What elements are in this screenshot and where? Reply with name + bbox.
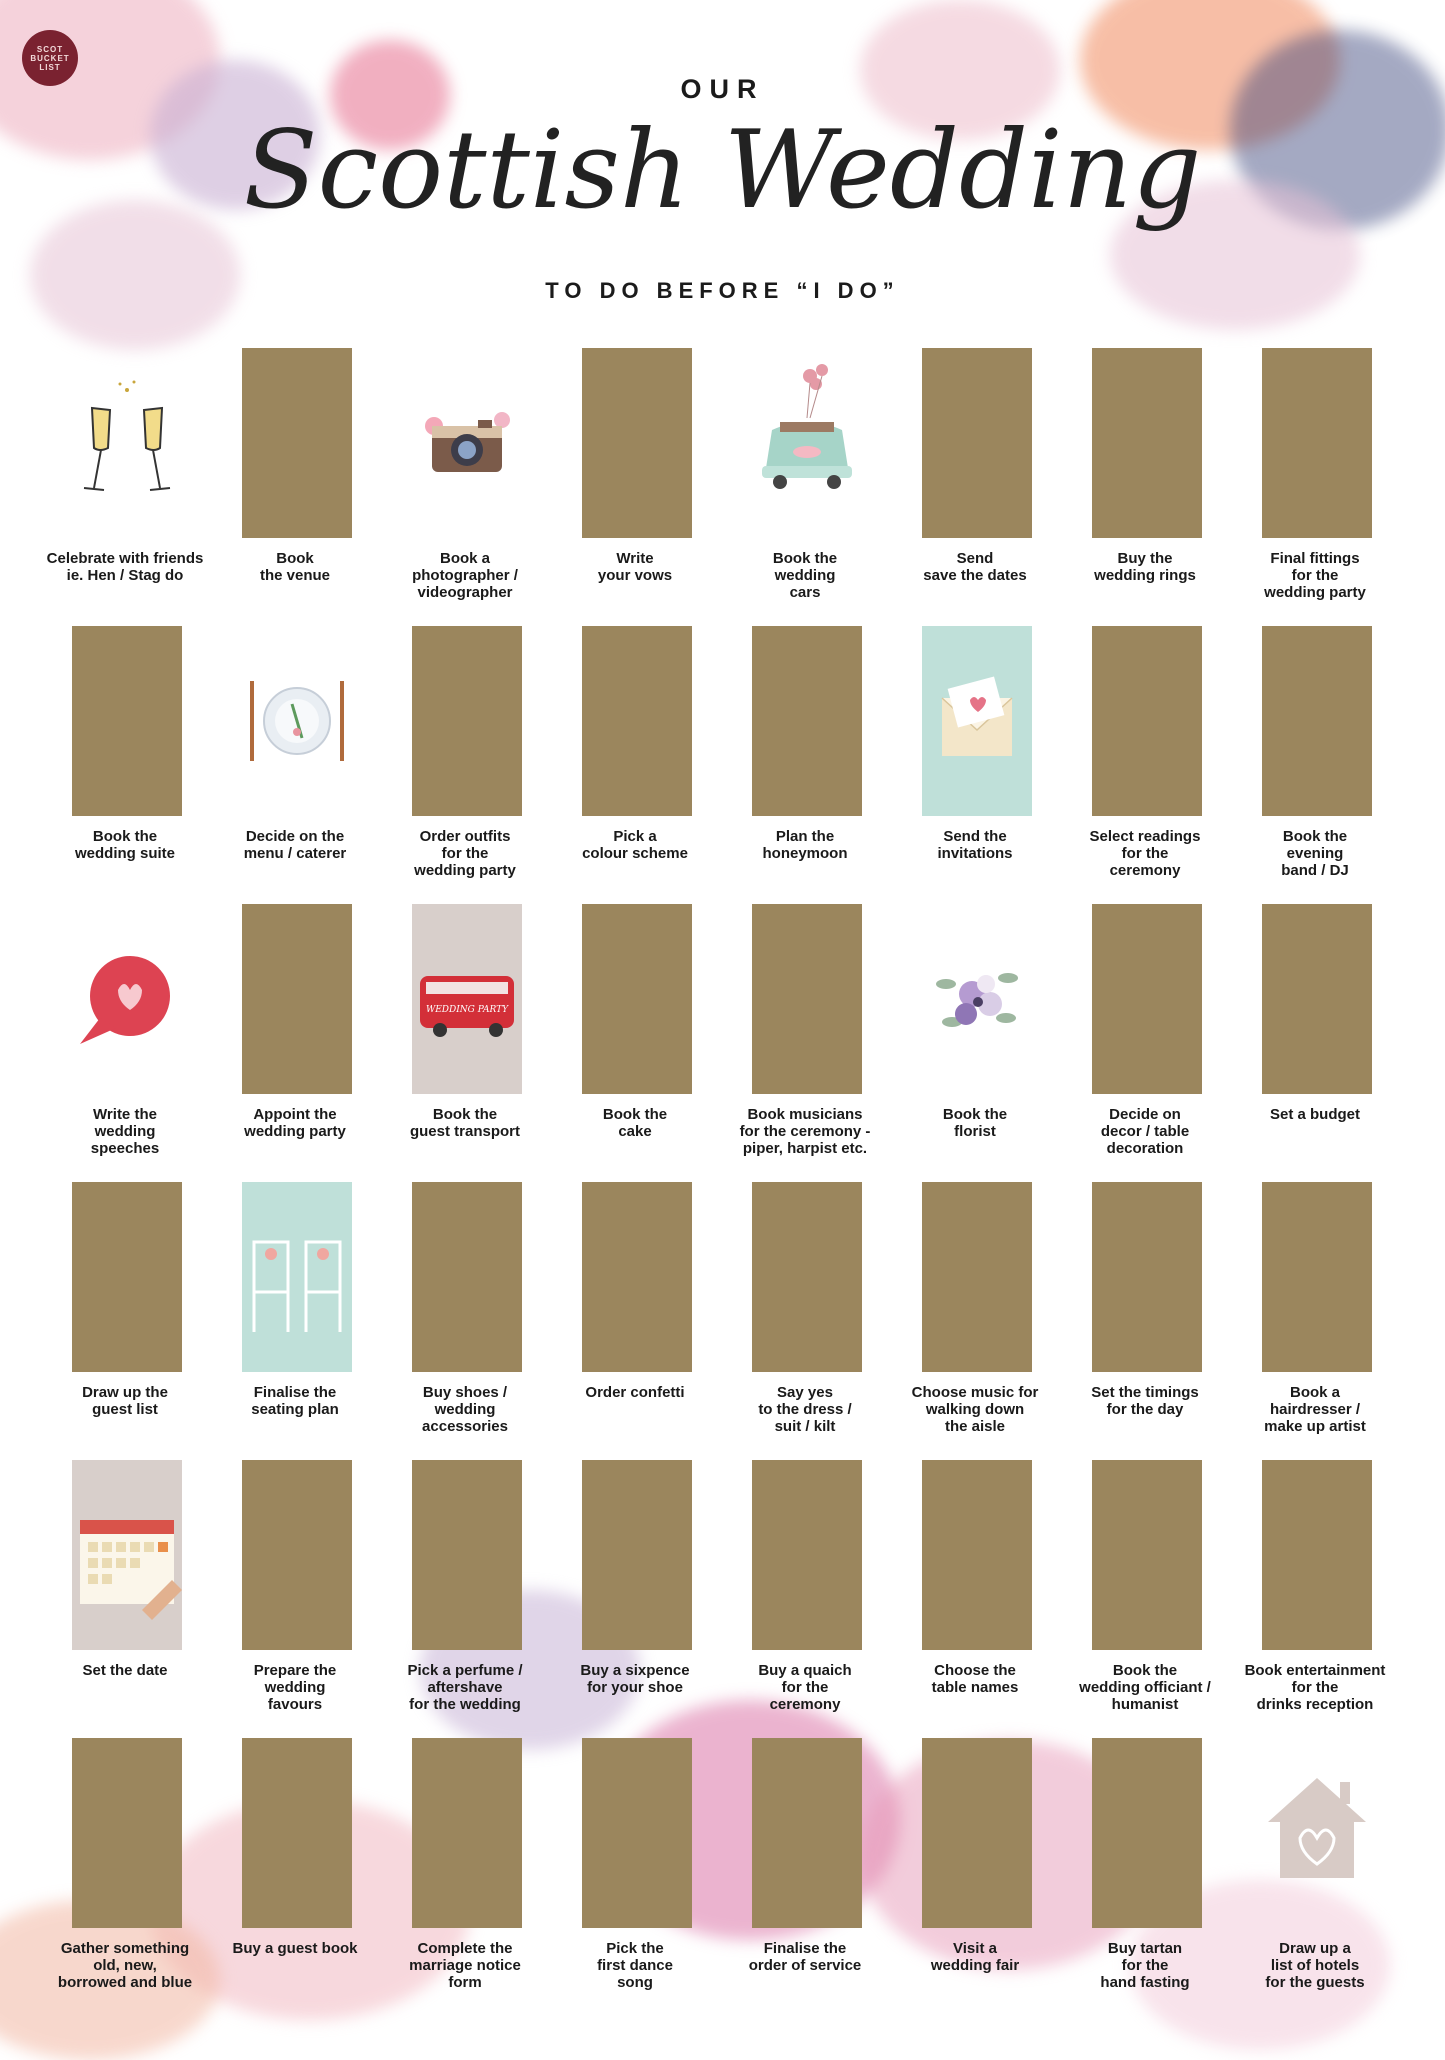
scratch-off-panel[interactable] — [242, 1460, 352, 1650]
checklist-item-set-the-timings-for-the-day — [1050, 1182, 1220, 1460]
checklist-item-book-the-guest-transport — [370, 904, 540, 1182]
speech-heart-icon — [72, 904, 182, 1094]
scratch-off-panel[interactable] — [582, 904, 692, 1094]
scratch-off-panel[interactable] — [582, 348, 692, 538]
scratch-off-panel[interactable] — [1262, 1460, 1372, 1650]
scratch-off-panel[interactable] — [242, 904, 352, 1094]
checklist-item-draw-up-a-list-of-hotels-for-the-guests — [1220, 1738, 1390, 2016]
checklist-item-complete-the-marriage-notice-form — [370, 1738, 540, 2016]
scratch-off-panel[interactable] — [72, 1738, 182, 1928]
item-label: Plan the honeymoon — [762, 828, 848, 862]
calendar-icon — [72, 1460, 182, 1650]
item-label: Set the date — [82, 1662, 168, 1679]
item-label: Buy a quaich for the ceremony — [758, 1662, 852, 1713]
item-label: Set a budget — [1269, 1106, 1360, 1123]
scratch-off-panel[interactable] — [922, 348, 1032, 538]
checklist-item-buy-a-sixpence-for-your-shoe — [540, 1460, 710, 1738]
checklist-grid — [30, 348, 1415, 2016]
scratch-off-panel[interactable] — [582, 1738, 692, 1928]
checklist-item-decide-on-the-menu-caterer — [200, 626, 370, 904]
item-label: Select readings for the ceremony — [1089, 828, 1201, 879]
item-label: Prepare the wedding favours — [253, 1662, 337, 1713]
checklist-item-book-the-venue — [200, 348, 370, 626]
checklist-item-book-a-hairdresser-make-up-artist — [1220, 1182, 1390, 1460]
scratch-off-panel[interactable] — [582, 1182, 692, 1372]
envelope-heart-icon — [922, 626, 1032, 816]
scratch-off-panel[interactable] — [1092, 1738, 1202, 1928]
scratch-off-panel[interactable] — [412, 1460, 522, 1650]
item-label: Choose music for walking down the aisle — [911, 1384, 1039, 1435]
checklist-item-say-yes-to-the-dress-suit-kilt — [710, 1182, 880, 1460]
item-label: Book a photographer / videographer — [412, 550, 518, 601]
checklist-item-order-confetti — [540, 1182, 710, 1460]
scratch-off-panel[interactable] — [752, 1182, 862, 1372]
page-title: Scottish Wedding — [243, 108, 1202, 233]
checklist-item-book-the-cake — [540, 904, 710, 1182]
item-label: Order outfits for the wedding party — [414, 828, 516, 879]
scratch-off-panel[interactable] — [752, 904, 862, 1094]
item-label: Book the wedding cars — [772, 550, 838, 601]
item-label: Finalise the order of service — [748, 1940, 862, 1974]
checklist-item-book-the-wedding-cars — [710, 348, 880, 626]
checklist-item-buy-a-guest-book — [200, 1738, 370, 2016]
scratch-off-panel[interactable] — [1092, 626, 1202, 816]
item-label: Book musicians for the ceremony - piper, harpist etc. — [739, 1106, 871, 1157]
item-label: Pick a colour scheme — [582, 828, 688, 862]
checklist-item-set-a-budget — [1220, 904, 1390, 1182]
scratch-off-panel[interactable] — [1262, 1182, 1372, 1372]
item-label: Book the evening band / DJ — [1281, 828, 1349, 879]
item-label: Say yes to the dress / suit / kilt — [758, 1384, 852, 1435]
checklist-item-appoint-the-wedding-party — [200, 904, 370, 1182]
checklist-item-book-musicians-for-the-ceremony-piper-harpist-etc — [710, 904, 880, 1182]
scratch-off-panel[interactable] — [582, 626, 692, 816]
scratch-off-panel[interactable] — [922, 1738, 1032, 1928]
checklist-item-prepare-the-wedding-favours — [200, 1460, 370, 1738]
checklist-item-set-the-date — [30, 1460, 200, 1738]
checklist-item-choose-music-for-walking-down-the-aisle — [880, 1182, 1050, 1460]
scratch-off-panel[interactable] — [1092, 904, 1202, 1094]
item-label: Gather something old, new, borrowed and blue — [57, 1940, 193, 1991]
checklist-item-final-fittings-for-the-wedding-party — [1220, 348, 1390, 626]
item-label: Book entertainment for the drinks reception — [1244, 1662, 1386, 1713]
checklist-item-write-the-wedding-speeches — [30, 904, 200, 1182]
checklist-item-buy-tartan-for-the-hand-fasting — [1050, 1738, 1220, 2016]
scratch-off-panel[interactable] — [752, 1738, 862, 1928]
item-label: Appoint the wedding party — [244, 1106, 346, 1140]
checklist-item-send-the-invitations — [880, 626, 1050, 904]
item-label: Send save the dates — [923, 550, 1027, 584]
scratch-off-panel[interactable] — [922, 1460, 1032, 1650]
item-label: Buy a sixpence for your shoe — [580, 1662, 690, 1696]
checklist-item-book-the-wedding-officiant-humanist — [1050, 1460, 1220, 1738]
checklist-item-draw-up-the-guest-list — [30, 1182, 200, 1460]
plate-cutlery-icon — [242, 626, 352, 816]
checklist-item-book-the-wedding-suite — [30, 626, 200, 904]
scratch-off-panel[interactable] — [1092, 1182, 1202, 1372]
item-label: Final fittings for the wedding party — [1264, 550, 1366, 601]
scot-bucket-list-logo: SCOT BUCKET LIST — [22, 30, 78, 86]
scratch-off-panel[interactable] — [752, 626, 862, 816]
checklist-item-select-readings-for-the-ceremony — [1050, 626, 1220, 904]
item-label: Pick the first dance song — [597, 1940, 673, 1991]
checklist-item-book-the-florist — [880, 904, 1050, 1182]
item-label: Book the guest transport — [409, 1106, 520, 1140]
item-label: Draw up a list of hotels for the guests — [1265, 1940, 1365, 1991]
item-label: Write the wedding speeches — [90, 1106, 160, 1157]
checklist-item-decide-on-decor-table-decoration — [1050, 904, 1220, 1182]
item-label: Book the cake — [602, 1106, 668, 1140]
scratch-off-panel[interactable] — [752, 1460, 862, 1650]
scratch-off-panel[interactable] — [72, 626, 182, 816]
pre-title: OUR — [680, 74, 765, 104]
bus-sign-text: WEDDING PARTY — [425, 1005, 509, 1015]
item-label: Buy shoes / wedding accessories — [422, 1384, 508, 1435]
scratch-off-panel[interactable] — [1262, 626, 1372, 816]
item-label: Pick a perfume / aftershave for the wedding — [407, 1662, 523, 1713]
scratch-off-panel[interactable] — [1092, 348, 1202, 538]
checklist-item-order-outfits-for-the-wedding-party — [370, 626, 540, 904]
checklist-item-book-a-photographer-videographer — [370, 348, 540, 626]
item-label: Book the wedding suite — [74, 828, 175, 862]
checklist-item-pick-a-colour-scheme — [540, 626, 710, 904]
chairs-icon — [242, 1182, 352, 1372]
scratch-off-panel[interactable] — [922, 1182, 1032, 1372]
house-heart-icon — [1262, 1738, 1372, 1928]
checklist-item-buy-a-quaich-for-the-ceremony — [710, 1460, 880, 1738]
scratch-off-panel[interactable] — [1262, 348, 1372, 538]
checklist-item-buy-the-wedding-rings — [1050, 348, 1220, 626]
checklist-item-finalise-the-seating-plan — [200, 1182, 370, 1460]
scratch-off-panel[interactable] — [412, 1738, 522, 1928]
item-label: Choose the table names — [931, 1662, 1019, 1696]
checklist-item-buy-shoes-wedding-accessories — [370, 1182, 540, 1460]
item-label: Book the venue — [259, 550, 331, 584]
checklist-item-plan-the-honeymoon — [710, 626, 880, 904]
item-label: Order confetti — [585, 1384, 685, 1401]
wedding-car-icon — [752, 348, 862, 538]
checklist-item-choose-the-table-names — [880, 1460, 1050, 1738]
item-label: Celebrate with friends ie. Hen / Stag do — [46, 550, 204, 584]
checklist-item-celebrate-with-friends-ie-hen-stag-do — [30, 348, 204, 626]
checklist-item-write-your-vows — [540, 348, 710, 626]
checklist-item-book-the-evening-band-dj — [1220, 626, 1390, 904]
item-label: Draw up the guest list — [82, 1384, 168, 1418]
scratch-off-panel[interactable] — [1262, 904, 1372, 1094]
camera-icon — [412, 348, 522, 538]
checklist-item-finalise-the-order-of-service — [710, 1738, 880, 2016]
champagne-glasses-icon — [72, 348, 182, 538]
subtitle: TO DO BEFORE “I DO” — [545, 278, 900, 303]
flower-bouquet-icon — [922, 904, 1032, 1094]
item-label: Buy a guest book — [232, 1940, 358, 1957]
scratch-off-panel[interactable] — [412, 1182, 522, 1372]
item-label: Write your vows — [597, 550, 673, 584]
checklist-item-send-save-the-dates — [880, 348, 1050, 626]
scratch-off-panel[interactable] — [582, 1460, 692, 1650]
checklist-item-pick-a-perfume-aftershave-for-the-wedding — [370, 1460, 540, 1738]
item-label: Set the timings for the day — [1091, 1384, 1199, 1418]
checklist-item-book-entertainment-for-the-drinks-reception — [1220, 1460, 1390, 1738]
checklist-item-visit-a-wedding-fair — [880, 1738, 1050, 2016]
scratch-off-panel[interactable] — [412, 626, 522, 816]
checklist-item-pick-the-first-dance-song — [540, 1738, 710, 2016]
item-label: Buy the wedding rings — [1094, 550, 1196, 584]
item-label: Book the wedding officiant / humanist — [1079, 1662, 1211, 1713]
item-label: Complete the marriage notice form — [409, 1940, 521, 1991]
scratch-off-panel[interactable] — [1092, 1460, 1202, 1650]
item-label: Buy tartan for the hand fasting — [1100, 1940, 1190, 1991]
scratch-off-panel[interactable] — [72, 1182, 182, 1372]
item-label: Decide on the menu / caterer — [243, 828, 347, 862]
item-label: Book the florist — [942, 1106, 1008, 1140]
item-label: Send the invitations — [937, 828, 1013, 862]
scratch-off-panel[interactable] — [242, 1738, 352, 1928]
scratch-off-panel[interactable] — [242, 348, 352, 538]
item-label: Decide on decor / table decoration — [1100, 1106, 1190, 1157]
wedding-bus-icon — [412, 904, 522, 1094]
item-label: Finalise the seating plan — [251, 1384, 339, 1418]
item-label: Visit a wedding fair — [930, 1940, 1020, 1974]
item-label: Book a hairdresser / make up artist — [1264, 1384, 1366, 1435]
checklist-item-gather-something-old-new-borrowed-and-blue — [30, 1738, 200, 2016]
